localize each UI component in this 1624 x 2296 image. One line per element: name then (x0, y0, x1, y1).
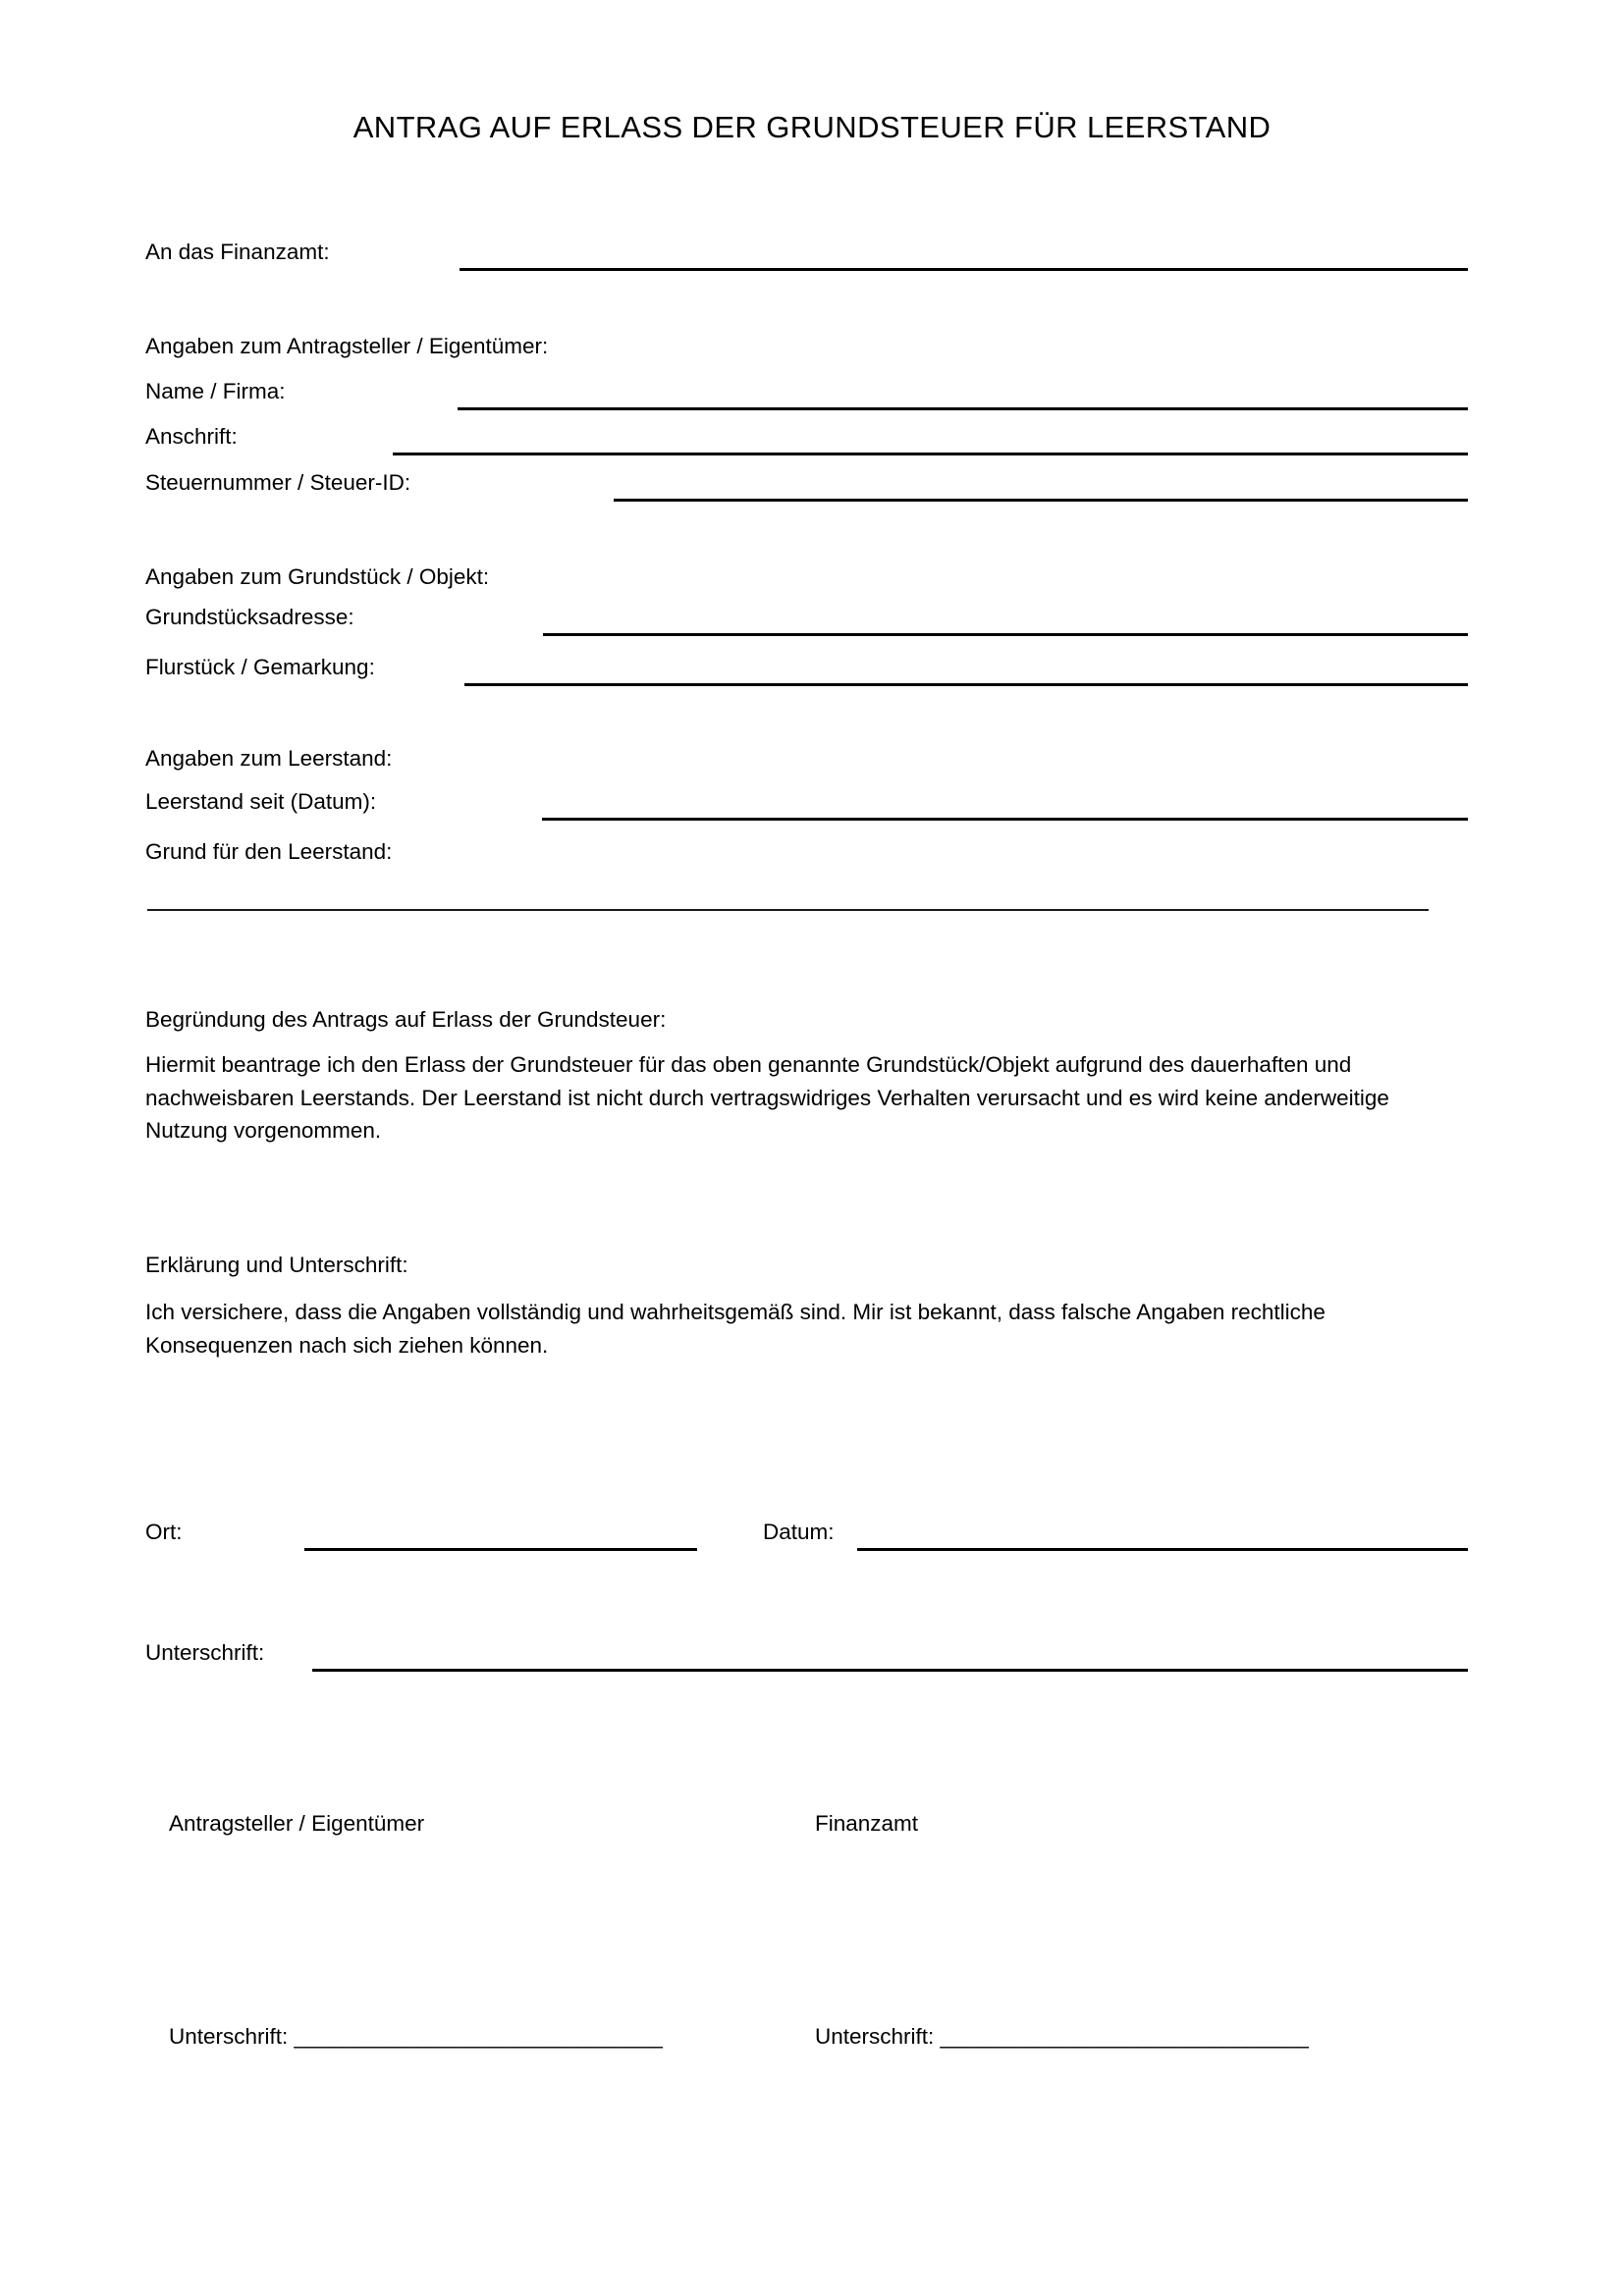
signature-block-line-taxoffice[interactable]: Unterschrift: ______________________________ (815, 2024, 1309, 2049)
date-input-line[interactable] (857, 1548, 1468, 1551)
applicant-taxnumber-input-line[interactable] (614, 499, 1468, 502)
vacancy-since-label: Leerstand seit (Datum): (145, 789, 377, 814)
signature-block-role-applicant: Antragsteller / Eigentümer (169, 1811, 425, 1836)
vacancy-section-heading: Angaben zum Leerstand: (145, 746, 393, 771)
signature-block-role-taxoffice: Finanzamt (815, 1811, 919, 1836)
page-title: ANTRAG AUF ERLASS DER GRUNDSTEUER FÜR LEERSTAND (352, 110, 1272, 144)
vacancy-reason-label: Grund für den Leerstand: (145, 839, 393, 864)
vacancy-reason-input-line[interactable] (147, 909, 1429, 911)
applicant-name-label: Name / Firma: (145, 379, 286, 403)
property-address-input-line[interactable] (543, 633, 1468, 636)
declaration-heading: Erklärung und Unterschrift: (145, 1253, 408, 1277)
property-parcel-input-line[interactable] (464, 683, 1468, 686)
applicant-address-label: Anschrift: (145, 424, 238, 449)
signature-label: Unterschrift: (145, 1640, 265, 1665)
recipient-label: An das Finanzamt: (145, 240, 330, 264)
property-section-heading: Angaben zum Grundstück / Objekt: (145, 564, 490, 589)
date-label: Datum: (763, 1520, 835, 1544)
recipient-input-line[interactable] (460, 268, 1468, 271)
applicant-address-input-line[interactable] (393, 453, 1468, 455)
declaration-body: Ich versichere, dass die Angaben vollständig und wahrheitsgemäß sind. Mir ist bekannt, dass falsche Angaben rechtliche Konsequenzen nach sich ziehen können. (145, 1300, 1326, 1358)
applicant-section-heading: Angaben zum Antragsteller / Eigentümer: (145, 334, 549, 358)
vacancy-since-input-line[interactable] (542, 818, 1468, 821)
applicant-taxnumber-label: Steuernummer / Steuer-ID: (145, 470, 411, 495)
place-input-line[interactable] (304, 1548, 697, 1551)
justification-heading: Begründung des Antrags auf Erlass der Grundsteuer: (145, 1007, 667, 1032)
applicant-name-input-line[interactable] (458, 407, 1468, 410)
property-parcel-label: Flurstück / Gemarkung: (145, 655, 375, 679)
place-label: Ort: (145, 1520, 183, 1544)
property-address-label: Grundstücksadresse: (145, 605, 354, 629)
signature-block-line-applicant[interactable]: Unterschrift: ______________________________ (169, 2024, 663, 2049)
justification-body: Hiermit beantrage ich den Erlass der Grundsteuer für das oben genannte Grundstück/Objekt aufgrund des dauerhaften und nachweisbaren Leerstands. Der Leerstand ist nicht durch vertragswidriges Verhalten verursacht und es wird keine anderweitige Nutzung vorgenommen. (145, 1052, 1389, 1143)
signature-input-line[interactable] (312, 1669, 1468, 1672)
